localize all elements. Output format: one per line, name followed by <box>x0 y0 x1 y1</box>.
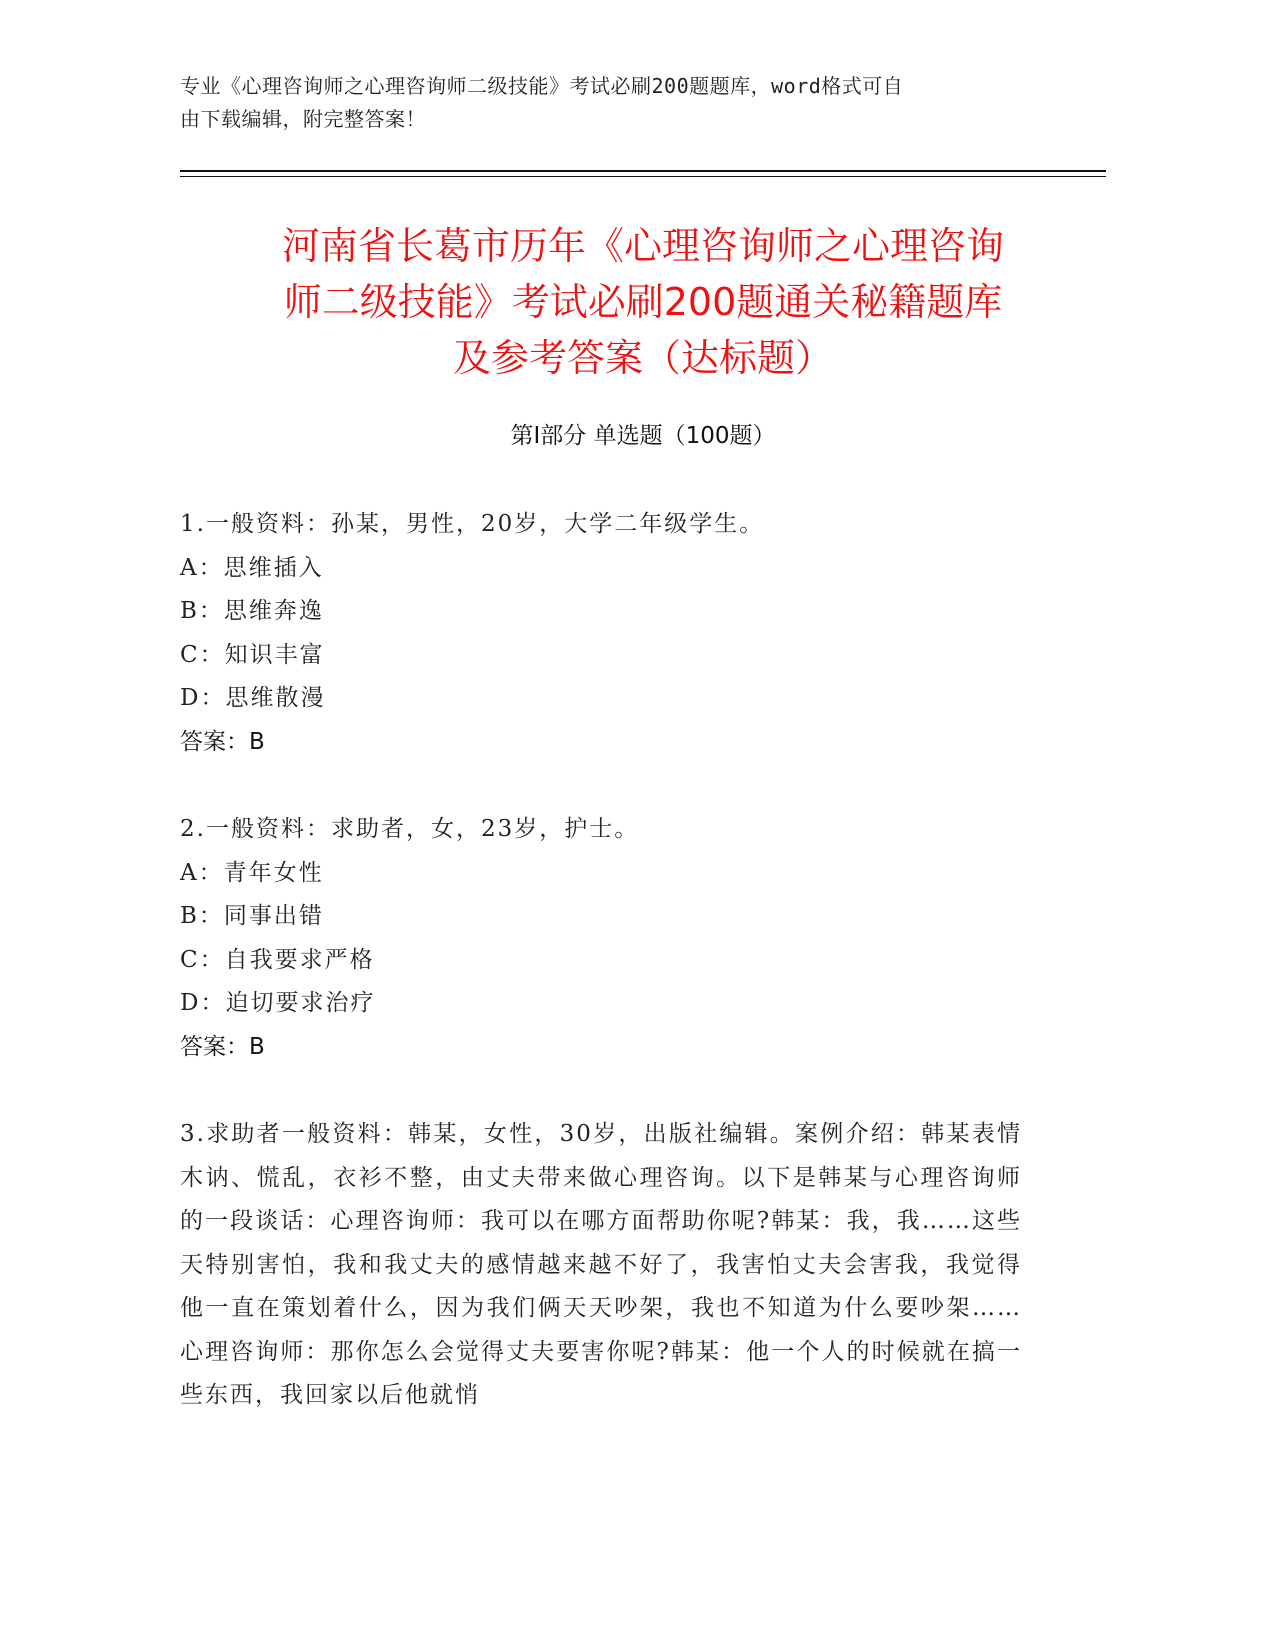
document-title <box>180 218 1106 386</box>
title-line-2: 师二级技能》考试必刷200题通关秘籍题库 <box>283 280 1003 324</box>
question-item <box>180 808 1050 1069</box>
option-c: C：自我要求严格 <box>180 946 375 973</box>
answer-line: 答案：B <box>180 728 265 755</box>
header-divider-thin <box>180 176 1106 177</box>
page-header <box>180 70 1040 136</box>
question-stem: 1.一般资料：孙某，男性，20岁，大学二年级学生。 <box>180 511 765 537</box>
option-b: B：思维奔逸 <box>180 598 324 624</box>
option-b: B：同事出错 <box>180 903 324 929</box>
option-d: D：思维散漫 <box>180 685 326 711</box>
title-line-1: 河南省长葛市历年《心理咨询师之心理咨询 <box>281 224 1004 268</box>
question-stem: 2.一般资料：求助者，女，23岁，护士。 <box>180 816 640 842</box>
question-stem: 3.求助者一般资料：韩某，女性，30岁，出版社编辑。案例介绍：韩某表情木讷、慌乱，衣衫不整，由丈夫带来做心理咨询。以下是韩某与心理咨询师的一段谈话：心理咨询师：我可以在哪方面帮助你呢?韩某：我，我……这些天特别害怕，我和我丈夫的感情越来越不好了，我害怕丈夫会害我，我觉得他一直在策划着什么，因为我们俩天天吵架，我也不知道为什么要吵架……心理咨询师：那你怎么会觉得丈夫要害你呢?韩某：他一个人的时候就在搞一些东西，我回家以后他就悄 <box>180 1121 1022 1408</box>
title-line-3: 及参考答案（达标题） <box>452 336 833 380</box>
question-item <box>180 1113 1050 1418</box>
header-line-1: 专业《心理咨询师之心理咨询师二级技能》考试必刷200题题库，word格式可自 <box>180 74 904 98</box>
option-a: A：思维插入 <box>180 554 324 581</box>
option-c: C：知识丰富 <box>180 641 325 668</box>
header-divider-thick <box>180 170 1106 172</box>
question-item <box>180 503 1050 764</box>
section-title: 第Ⅰ部分 单选题（100题） <box>510 423 776 449</box>
option-a: A：青年女性 <box>180 859 324 886</box>
answer-line: 答案：B <box>180 1033 265 1060</box>
option-d: D：迫切要求治疗 <box>180 990 376 1016</box>
header-line-2: 由下载编辑，附完整答案！ <box>180 107 426 131</box>
